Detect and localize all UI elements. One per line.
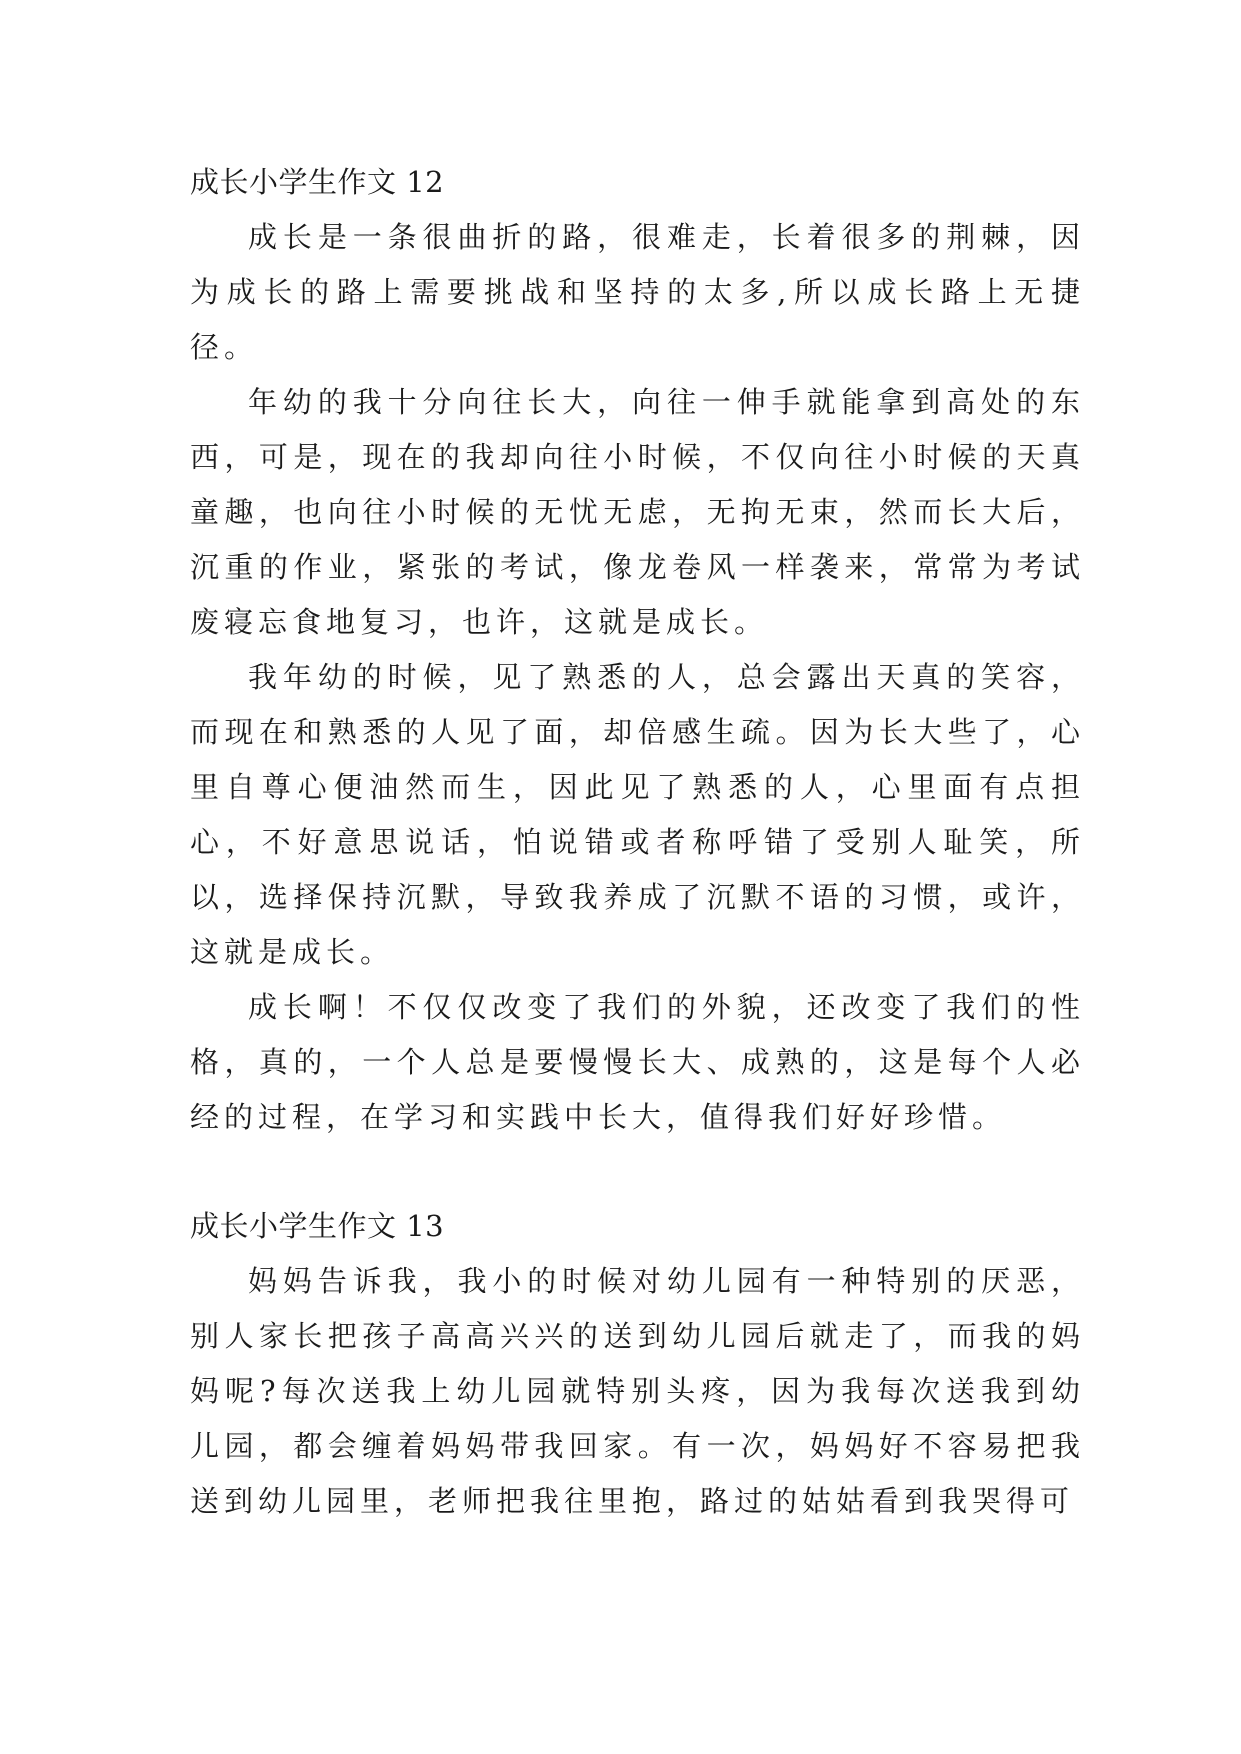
essay-12-paragraph-2: 年幼的我十分向往长大，向往一伸手就能拿到高处的东西，可是，现在的我却向往小时候，不仅向往小时候的天真童趣，也向往小时候的无忧无虑，无拘无束，然而长大后，沉重的作业，紧张的考试，像龙卷风一样袭来，常常为考试废寝忘食地复习，也许，这就是成长。 (190, 385, 1085, 639)
essay-title-13: 成长小学生作文 13 (190, 1209, 445, 1243)
section-spacer (190, 1145, 1085, 1199)
document-body (190, 155, 1085, 1529)
essay-12-paragraph-3: 我年幼的时候，见了熟悉的人，总会露出天真的笑容，而现在和熟悉的人见了面，却倍感生疏。因为长大些了，心里自尊心便油然而生，因此见了熟悉的人，心里面有点担心，不好意思说话，怕说错或者称呼错了受别人耻笑，所以，选择保持沉默，导致我养成了沉默不语的习惯，或许，这就是成长。 (190, 660, 1085, 969)
essay-title-12: 成长小学生作文 12 (190, 165, 445, 199)
essay-12-paragraph-4: 成长啊！不仅仅改变了我们的外貌，还改变了我们的性格，真的，一个人总是要慢慢长大、成熟的，这是每个人必经的过程，在学习和实践中长大，值得我们好好珍惜。 (190, 990, 1085, 1134)
essay-12-paragraph-1: 成长是一条很曲折的路，很难走，长着很多的荆棘，因为成长的路上需要挑战和坚持的太多,所以成长路上无捷径。 (190, 220, 1085, 364)
essay-13-paragraph-1: 妈妈告诉我，我小的时候对幼儿园有一种特别的厌恶，别人家长把孩子高高兴兴的送到幼儿园后就走了，而我的妈妈呢?每次送我上幼儿园就特别头疼，因为我每次送我到幼儿园，都会缠着妈妈带我回家。有一次，妈妈好不容易把我送到幼儿园里，老师把我往里抱，路过的姑姑看到我哭得可 (190, 1264, 1085, 1518)
